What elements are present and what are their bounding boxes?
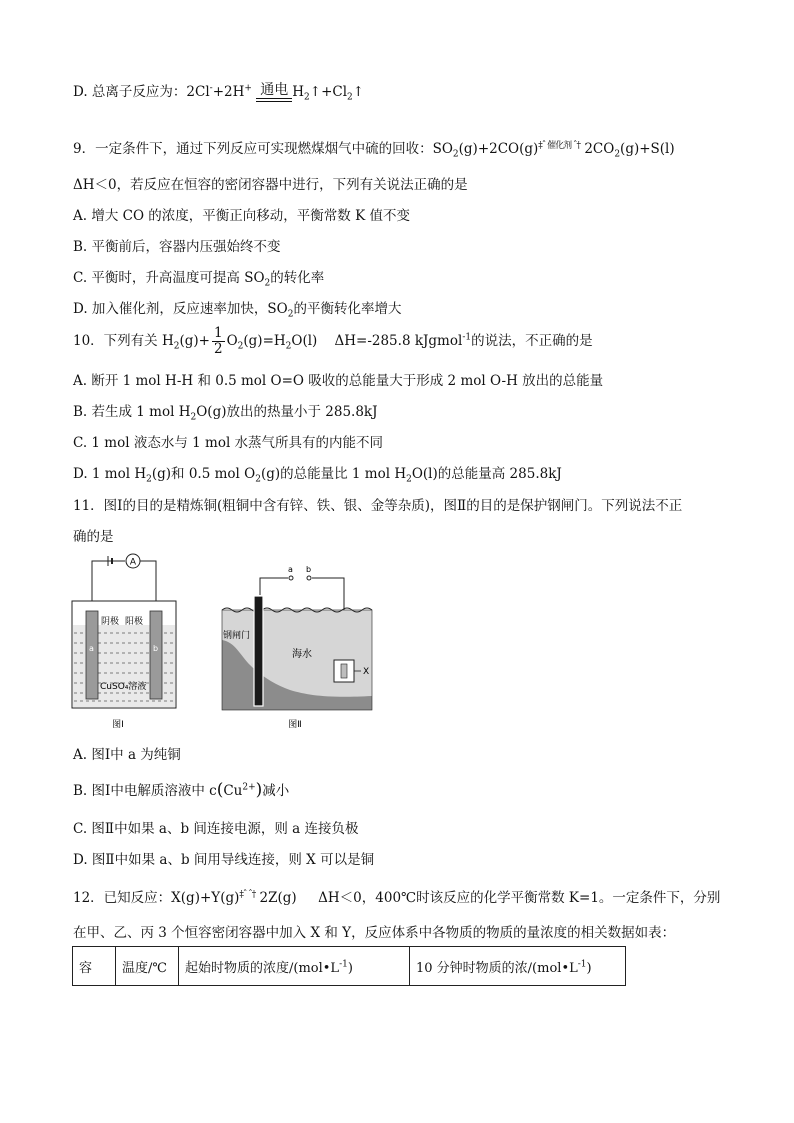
table-header-temp: 温度/℃ (116, 947, 179, 986)
ammeter-label: A (129, 557, 137, 568)
q10-g1: (g)+ (179, 333, 210, 349)
h3-pre: 起始时物质的浓度/(mol•L (185, 960, 340, 976)
q8d-cl2-sub: 2 (347, 92, 353, 103)
q8d-h2: H (292, 84, 305, 100)
q9-option-c (73, 266, 324, 289)
q10-option-b (73, 400, 378, 423)
x-label: X (363, 667, 370, 677)
q12-pre: 12．已知反应：X(g)+Y(g) (73, 890, 240, 906)
q11-stem-line2: 确的是 (73, 529, 114, 545)
q9-stem-text: 9．一定条件下，通过下列反应可实现燃煤烟气中硫的回收：SO (73, 141, 453, 157)
q11b-ion: Cu (223, 783, 243, 799)
q10-sub: 2 (173, 341, 180, 352)
q9c-sub: 2 (264, 278, 271, 289)
q10d-post: O(l)的总能量高 285.8kJ (411, 466, 562, 482)
q9-stem-end: (g)+S(l) (620, 141, 675, 157)
q8d-mid: +2H (212, 84, 245, 100)
q10-g3: O(l) (291, 333, 318, 349)
q12-line2: 在甲、乙、丙 3 个恒容密闭容器中加入 X 和 Y，反应体系中各物质的物质的量浓度的相关数据如表： (73, 925, 676, 941)
q10-h2o-sub: 2 (285, 341, 292, 352)
q9-line2: ΔH＜0，若反应在恒容的密闭容器中进行，下列有关说法正确的是 (73, 177, 468, 193)
q9d-post: 的平衡转化率增大 (293, 301, 402, 317)
equilibrium-arrow-icon: ‡ˆ 催化剂 ˆ† (538, 140, 581, 151)
half-fraction (212, 326, 225, 357)
q9d-sub: 2 (287, 309, 294, 320)
q8d-rest: ↑+Cl (309, 84, 348, 100)
table-header-container: 容 (73, 947, 116, 986)
q10-option-c: C. 1 mol 液态水与 1 mol 水蒸气所具有的内能不同 (73, 435, 384, 451)
table-header-row (73, 947, 626, 986)
q10b-post: O(g)放出的热量小于 285.8kJ (196, 404, 378, 420)
q10-end: 的说法，不正确的是 (471, 333, 593, 349)
fig2-terminal-a: a (288, 565, 293, 574)
q9-option-b: B. 平衡前后，容器内压强始终不变 (73, 239, 281, 255)
q8d-sup: - (209, 83, 213, 94)
q9d-pre: D. 加入催化剂，反应速率加快，SO (73, 301, 288, 317)
q8d-end: ↑ (352, 84, 365, 100)
seawater-label: 海水 (292, 649, 312, 660)
q10-g2: (g)=H (243, 333, 286, 349)
q10-dh-sup: -1 (462, 332, 472, 343)
q12-dh: ΔH＜0，400℃时该反应的化学平衡常数 K=1。一定条件下，分别 (318, 890, 721, 906)
q9c-post: 的转化率 (270, 270, 325, 286)
q11-option-c: C. 图Ⅱ中如果 a、b 间连接电源，则 a 连接负极 (73, 821, 359, 837)
gate-label: 钢闸门 (223, 631, 251, 641)
q8d-sup2: + (244, 83, 252, 94)
q10d-mid1: (g)和 0.5 mol O (151, 466, 256, 482)
h3-sup: -1 (339, 959, 348, 970)
q11-option-a: A. 图Ⅰ中 a 为纯铜 (73, 747, 181, 763)
q11b-sup: 2+ (242, 782, 256, 793)
q9-option-a: A. 增大 CO 的浓度，平衡正向移动，平衡常数 K 值不变 (73, 208, 410, 224)
q10b-sub: 2 (190, 412, 197, 423)
figure-1-electrolysis (70, 553, 180, 735)
q10b-pre: B. 若生成 1 mol H (73, 404, 191, 420)
q11-option-b: B. 图Ⅰ中电解质溶液中 $c(Cu^{2+})$减小 (73, 780, 290, 800)
q10-stem (73, 326, 593, 357)
q11-stem-line1: 11．图Ⅰ的目的是精炼铜(粗铜中含有锌、铁、银、金等杂质)，图Ⅱ的目的是保护钢闸门。下列说法不正 (73, 498, 683, 514)
q12-stem (73, 886, 720, 906)
q11-option-d: D. 图Ⅱ中如果 a、b 间用导线连接，则 X 可以是铜 (73, 852, 375, 868)
q9-rhs: 2CO (580, 141, 615, 157)
fraction-numerator: 1 (213, 325, 223, 341)
q11b-post: 减小 (262, 783, 290, 799)
fraction-denominator: 2 (213, 341, 223, 357)
q8-option-d (73, 80, 364, 103)
q10d-s1: 2 (146, 474, 152, 485)
q10d-mid2: (g)的总能量比 1 mol H (260, 466, 407, 482)
h4-sup: -1 (577, 959, 587, 970)
electrode-a-label: a (89, 644, 94, 653)
figure-2-caption: 图Ⅱ (288, 720, 302, 730)
q9-stem (73, 137, 675, 160)
q10-o2-sub: 2 (237, 341, 244, 352)
figure-2-gate-protection (220, 560, 375, 735)
q10-pre: 10．下列有关 H (73, 333, 174, 349)
h4-post: ) (586, 960, 592, 976)
q10-dh: ΔH=-285.8 kJgmol (334, 333, 463, 349)
figure-1-caption: 图Ⅰ (112, 720, 124, 730)
table-header-initial (179, 947, 410, 986)
table-header-10min (410, 947, 626, 986)
h4-pre: 10 分钟时物质的浓/(mol•L (416, 960, 578, 976)
q9-option-d (73, 297, 401, 320)
q10d-s3: 2 (406, 474, 412, 485)
q10-option-a: A. 断开 1 mol H-H 和 0.5 mol O=O 吸收的总能量大于形成 2 mol O-H 放出的总能量 (73, 373, 604, 389)
condition-label: 通电 (260, 82, 289, 98)
q9c-pre: C. 平衡时，升高温度可提高 SO (73, 270, 265, 286)
q10-o2: O (226, 333, 238, 349)
q12-mid: 2Z(g) (255, 890, 297, 906)
electrode-b-label: b (153, 644, 159, 653)
cathode-label: 阴极 (101, 617, 120, 627)
q11b-pre: B. 图Ⅰ中电解质溶液中 c (73, 783, 217, 799)
fig2-terminal-b: b (306, 565, 312, 574)
q9-sub2: 2 (614, 149, 621, 160)
q10-option-d (73, 462, 562, 485)
anode-label: 阳极 (125, 617, 144, 627)
q8d-h2-sub: 2 (304, 92, 310, 103)
q12-equilibrium-arrow-icon: ‡ˆ ˆ† (239, 889, 256, 900)
solution-label: CuSO₄溶液 (100, 682, 147, 692)
q12-data-table (72, 946, 626, 986)
electrolysis-condition (256, 83, 292, 102)
h3-post: ) (347, 960, 353, 976)
q10d-s2: 2 (255, 474, 261, 485)
q9-stem-mid: (g)+2CO(g) (458, 141, 539, 157)
q10d-pre: D. 1 mol H (73, 466, 147, 482)
q8d-text: D. 总离子反应为：2Cl (73, 84, 210, 100)
q9-sub: 2 (452, 149, 459, 160)
